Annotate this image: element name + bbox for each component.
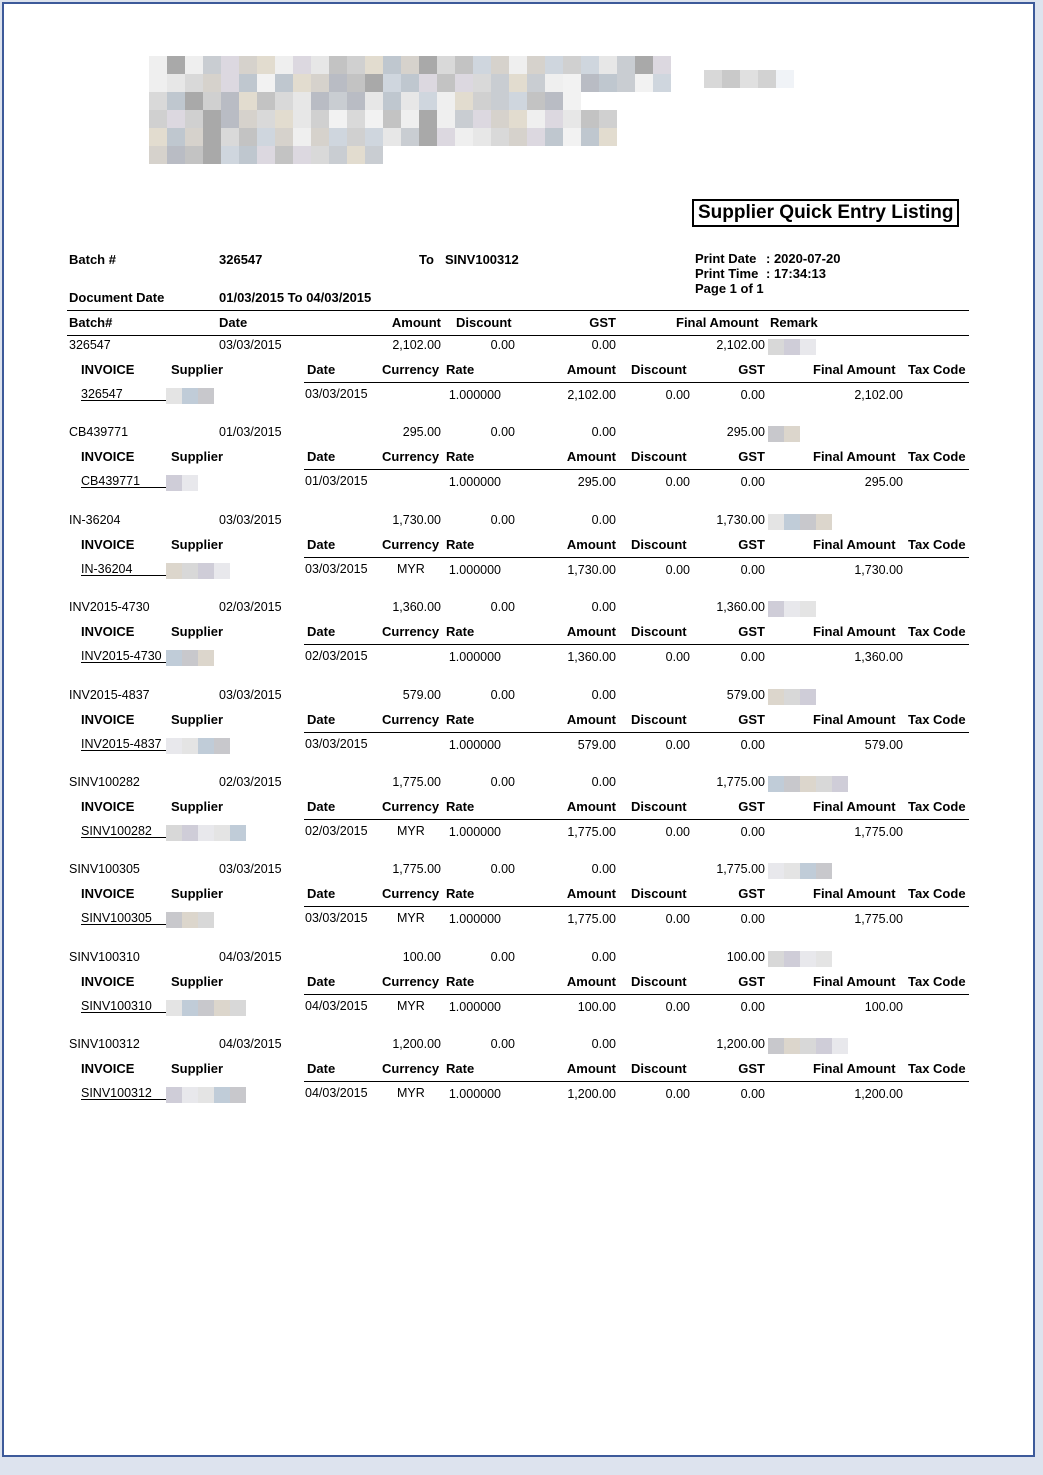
detail-col-date: Date [307, 536, 336, 552]
detail-col-rate: Rate [446, 973, 475, 989]
batch-row-date: 03/03/2015 [219, 862, 282, 877]
detail-gst: 0.00 [740, 912, 765, 927]
detail-col-tax-code: Tax Code [908, 886, 966, 902]
detail-col-currency: Currency [382, 886, 440, 902]
detail-gst: 0.00 [740, 737, 765, 752]
detail-col-date: Date [307, 711, 336, 727]
detail-final-amount: 100.00 [864, 999, 903, 1014]
document-date-value: 01/03/2015 To 04/03/2015 [219, 290, 372, 305]
detail-col-amount: Amount [566, 624, 616, 640]
detail-date: 02/03/2015 [305, 824, 368, 838]
supplier-redacted [166, 1087, 246, 1103]
detail-col-date: Date [307, 449, 336, 465]
batch-row-id: SINV100305 [69, 862, 140, 877]
detail-col-tax-code: Tax Code [908, 799, 966, 814]
detail-col-supplier: Supplier [171, 1061, 224, 1077]
batch-row-discount: 0.00 [490, 862, 515, 877]
detail-invoice: 326547 [81, 387, 123, 401]
detail-invoice: IN-36204 [81, 561, 133, 576]
batch-row-gst: 0.00 [591, 1037, 616, 1052]
detail-final-amount: 579.00 [864, 737, 903, 752]
supplier-redacted [166, 1000, 246, 1016]
detail-col-discount: Discount [631, 799, 687, 814]
remark-redacted [768, 426, 800, 442]
divider [67, 335, 969, 336]
batch-value: 326547 [219, 252, 263, 267]
batch-row-id: INV2015-4730 [69, 600, 150, 615]
supplier-redacted [166, 912, 214, 928]
detail-col-supplier: Supplier [171, 711, 224, 727]
detail-col-final-amount: Final Amount [813, 362, 896, 377]
detail-col-tax-code: Tax Code [908, 624, 966, 640]
detail-col-final-amount: Final Amount [813, 973, 896, 989]
batch-row-date: 03/03/2015 [219, 512, 282, 527]
detail-date: 03/03/2015 [305, 387, 368, 401]
detail-invoice: SINV100310 [81, 998, 152, 1013]
detail-col-amount: Amount [566, 799, 616, 814]
detail-amount: 2,102.00 [567, 388, 616, 402]
col-date: Date [219, 315, 248, 330]
detail-col-discount: Discount [631, 624, 687, 640]
detail-col-discount: Discount [631, 1061, 687, 1077]
detail-col-rate: Rate [446, 449, 475, 465]
detail-col-gst: GST [738, 973, 765, 989]
detail-invoice: SINV100305 [81, 911, 152, 926]
batch-row-amount: 1,775.00 [392, 862, 441, 877]
detail-col-final-amount: Final Amount [813, 624, 896, 640]
batch-row-discount: 0.00 [490, 949, 515, 964]
detail-col-amount: Amount [566, 973, 616, 989]
detail-invoice: SINV100312 [81, 1086, 152, 1101]
remark-redacted [768, 601, 816, 617]
batch-row-amount: 1,775.00 [392, 775, 441, 789]
supplier-redacted [166, 738, 230, 754]
detail-col-final-amount: Final Amount [813, 536, 896, 552]
detail-col-final-amount: Final Amount [813, 1061, 896, 1077]
detail-currency: MYR [397, 1086, 425, 1101]
detail-discount: 0.00 [665, 1087, 690, 1102]
detail-col-rate: Rate [446, 711, 475, 727]
supplier-redacted [166, 388, 214, 404]
detail-col-date: Date [307, 973, 336, 989]
detail-col-final-amount: Final Amount [813, 711, 896, 727]
batch-row-final-amount: 295.00 [726, 425, 765, 440]
detail-currency: MYR [397, 561, 425, 576]
detail-col-final-amount: Final Amount [813, 799, 896, 814]
detail-final-amount: 1,360.00 [854, 650, 903, 665]
supplier-redacted [166, 563, 230, 579]
batch-row-final-amount: 1,775.00 [716, 775, 765, 789]
detail-gst: 0.00 [740, 388, 765, 402]
print-time-value: : 17:34:13 [766, 266, 826, 281]
col-remark: Remark [770, 315, 818, 330]
page-number: Page 1 of 1 [695, 281, 764, 296]
batch-row-amount: 295.00 [402, 425, 441, 440]
detail-col-discount: Discount [631, 449, 687, 465]
detail-col-invoice: INVOICE [81, 624, 135, 640]
detail-date: 02/03/2015 [305, 649, 368, 664]
remark-redacted [768, 951, 832, 967]
detail-col-amount: Amount [566, 536, 616, 552]
detail-col-gst: GST [738, 711, 765, 727]
batch-row-final-amount: 579.00 [726, 687, 765, 702]
detail-invoice: CB439771 [81, 474, 141, 489]
remark-redacted [768, 1038, 848, 1054]
remark-redacted [768, 339, 816, 355]
batch-row-final-amount: 2,102.00 [716, 338, 765, 352]
detail-col-invoice: INVOICE [81, 886, 135, 902]
detail-col-invoice: INVOICE [81, 1061, 135, 1077]
detail-rate: 1.000000 [448, 562, 501, 577]
batch-row-gst: 0.00 [591, 512, 616, 527]
batch-row-discount: 0.00 [490, 512, 515, 527]
detail-amount: 1,200.00 [567, 1087, 616, 1102]
detail-date: 04/03/2015 [305, 998, 368, 1013]
detail-rate: 1.000000 [448, 999, 501, 1014]
batch-row-date: 01/03/2015 [219, 425, 282, 440]
detail-col-currency: Currency [382, 711, 440, 727]
batch-row-discount: 0.00 [490, 775, 515, 789]
batch-row-discount: 0.00 [490, 1037, 515, 1052]
detail-gst: 0.00 [740, 825, 765, 839]
supplier-redacted [166, 475, 198, 491]
detail-col-supplier: Supplier [171, 973, 224, 989]
detail-col-gst: GST [738, 449, 765, 465]
detail-final-amount: 2,102.00 [854, 388, 903, 402]
detail-date: 03/03/2015 [305, 911, 368, 926]
batch-row-discount: 0.00 [490, 425, 515, 440]
batch-row-discount: 0.00 [490, 338, 515, 352]
divider [304, 994, 969, 995]
divider [67, 310, 969, 311]
detail-col-supplier: Supplier [171, 799, 224, 814]
detail-col-currency: Currency [382, 624, 440, 640]
detail-col-gst: GST [738, 536, 765, 552]
batch-row-id: INV2015-4837 [69, 687, 150, 702]
detail-gst: 0.00 [740, 475, 765, 490]
detail-final-amount: 1,775.00 [854, 912, 903, 927]
batch-row-date: 03/03/2015 [219, 338, 282, 352]
detail-currency: MYR [397, 824, 425, 838]
detail-col-invoice: INVOICE [81, 362, 135, 377]
detail-final-amount: 1,730.00 [854, 562, 903, 577]
batch-row-amount: 100.00 [402, 949, 441, 964]
detail-col-amount: Amount [566, 886, 616, 902]
batch-row-gst: 0.00 [591, 338, 616, 352]
batch-row-gst: 0.00 [591, 949, 616, 964]
detail-col-amount: Amount [566, 449, 616, 465]
batch-row-id: CB439771 [69, 425, 129, 440]
report-page [2, 2, 1035, 1457]
detail-final-amount: 1,200.00 [854, 1087, 903, 1102]
detail-amount: 295.00 [577, 475, 616, 490]
detail-col-discount: Discount [631, 362, 687, 377]
detail-col-supplier: Supplier [171, 886, 224, 902]
document-date-label: Document Date [69, 290, 165, 305]
detail-col-rate: Rate [446, 362, 475, 377]
remark-redacted [768, 689, 816, 705]
detail-col-supplier: Supplier [171, 624, 224, 640]
detail-date: 03/03/2015 [305, 561, 368, 576]
batch-row-id: SINV100312 [69, 1037, 140, 1052]
detail-gst: 0.00 [740, 562, 765, 577]
supplier-redacted [166, 825, 246, 841]
detail-discount: 0.00 [665, 737, 690, 752]
to-value: SINV100312 [445, 252, 519, 267]
detail-col-tax-code: Tax Code [908, 973, 966, 989]
detail-col-amount: Amount [566, 711, 616, 727]
detail-invoice: INV2015-4730 [81, 649, 162, 664]
detail-discount: 0.00 [665, 475, 690, 490]
detail-col-currency: Currency [382, 536, 440, 552]
detail-rate: 1.000000 [448, 1087, 501, 1102]
detail-col-supplier: Supplier [171, 449, 224, 465]
detail-col-tax-code: Tax Code [908, 362, 966, 377]
detail-amount: 1,360.00 [567, 650, 616, 665]
batch-row-id: IN-36204 [69, 512, 121, 527]
detail-col-currency: Currency [382, 449, 440, 465]
detail-col-discount: Discount [631, 536, 687, 552]
batch-row-final-amount: 1,360.00 [716, 600, 765, 615]
detail-col-final-amount: Final Amount [813, 449, 896, 465]
detail-col-amount: Amount [566, 1061, 616, 1077]
detail-col-gst: GST [738, 362, 765, 377]
detail-date: 04/03/2015 [305, 1086, 368, 1101]
detail-discount: 0.00 [665, 999, 690, 1014]
remark-redacted [768, 514, 832, 530]
detail-col-final-amount: Final Amount [813, 886, 896, 902]
batch-row-date: 02/03/2015 [219, 600, 282, 615]
detail-amount: 100.00 [577, 999, 616, 1014]
company-header-redacted [149, 56, 671, 164]
detail-col-date: Date [307, 886, 336, 902]
divider [304, 557, 969, 558]
batch-row-date: 04/03/2015 [219, 1037, 282, 1052]
detail-invoice: SINV100282 [81, 824, 152, 838]
detail-discount: 0.00 [665, 562, 690, 577]
detail-discount: 0.00 [665, 912, 690, 927]
print-date-value: : 2020-07-20 [766, 251, 841, 266]
divider [304, 382, 969, 383]
detail-col-rate: Rate [446, 624, 475, 640]
detail-col-amount: Amount [566, 362, 616, 377]
detail-col-currency: Currency [382, 362, 440, 377]
detail-col-supplier: Supplier [171, 362, 224, 377]
batch-row-date: 03/03/2015 [219, 687, 282, 702]
col-discount: Discount [456, 315, 512, 330]
detail-col-discount: Discount [631, 711, 687, 727]
detail-col-rate: Rate [446, 886, 475, 902]
batch-row-gst: 0.00 [591, 862, 616, 877]
detail-col-date: Date [307, 624, 336, 640]
divider [304, 732, 969, 733]
batch-row-amount: 579.00 [402, 687, 441, 702]
detail-col-supplier: Supplier [171, 536, 224, 552]
batch-row-discount: 0.00 [490, 600, 515, 615]
batch-row-final-amount: 1,200.00 [716, 1037, 765, 1052]
detail-rate: 1.000000 [448, 825, 501, 839]
detail-col-tax-code: Tax Code [908, 1061, 966, 1077]
batch-row-date: 02/03/2015 [219, 775, 282, 789]
report-title: Supplier Quick Entry Listing [692, 199, 959, 227]
detail-currency: MYR [397, 911, 425, 926]
batch-row-final-amount: 1,775.00 [716, 862, 765, 877]
detail-col-invoice: INVOICE [81, 711, 135, 727]
divider [304, 1081, 969, 1082]
detail-amount: 1,775.00 [567, 912, 616, 927]
detail-amount: 1,730.00 [567, 562, 616, 577]
detail-col-rate: Rate [446, 799, 475, 814]
detail-col-date: Date [307, 1061, 336, 1077]
divider [304, 469, 969, 470]
detail-col-date: Date [307, 799, 336, 814]
print-time-label: Print Time [695, 266, 759, 281]
detail-date: 01/03/2015 [305, 474, 368, 489]
print-date-label: Print Date [695, 251, 757, 266]
detail-col-invoice: INVOICE [81, 973, 135, 989]
detail-amount: 579.00 [577, 737, 616, 752]
detail-col-currency: Currency [382, 799, 440, 814]
detail-rate: 1.000000 [448, 912, 501, 927]
detail-gst: 0.00 [740, 1087, 765, 1102]
detail-col-gst: GST [738, 886, 765, 902]
to-label: To [419, 252, 434, 267]
detail-col-date: Date [307, 362, 336, 377]
batch-row-id: 326547 [69, 338, 111, 352]
col-amount: Amount [391, 315, 441, 330]
batch-row-id: SINV100310 [69, 949, 140, 964]
detail-gst: 0.00 [740, 999, 765, 1014]
col-final-amount: Final Amount [676, 315, 759, 330]
detail-col-tax-code: Tax Code [908, 711, 966, 727]
batch-row-gst: 0.00 [591, 775, 616, 789]
detail-rate: 1.000000 [448, 737, 501, 752]
batch-row-id: SINV100282 [69, 775, 140, 789]
col-batch: Batch# [69, 315, 113, 330]
divider [304, 819, 969, 820]
batch-label: Batch # [69, 252, 116, 267]
divider [304, 906, 969, 907]
supplier-redacted [166, 650, 214, 666]
detail-final-amount: 1,775.00 [854, 825, 903, 839]
batch-row-gst: 0.00 [591, 600, 616, 615]
detail-col-gst: GST [738, 799, 765, 814]
detail-col-invoice: INVOICE [81, 799, 135, 814]
batch-row-amount: 1,730.00 [392, 512, 441, 527]
detail-col-currency: Currency [382, 973, 440, 989]
batch-row-date: 04/03/2015 [219, 949, 282, 964]
divider [304, 644, 969, 645]
detail-col-rate: Rate [446, 536, 475, 552]
redacted-block [704, 70, 794, 88]
batch-row-final-amount: 1,730.00 [716, 512, 765, 527]
detail-col-invoice: INVOICE [81, 536, 135, 552]
remark-redacted [768, 863, 832, 879]
batch-row-discount: 0.00 [490, 687, 515, 702]
detail-rate: 1.000000 [448, 650, 501, 665]
col-gst: GST [589, 315, 616, 330]
detail-col-gst: GST [738, 1061, 765, 1077]
detail-discount: 0.00 [665, 825, 690, 839]
batch-row-amount: 1,360.00 [392, 600, 441, 615]
detail-rate: 1.000000 [448, 475, 501, 490]
detail-date: 03/03/2015 [305, 736, 368, 751]
detail-col-discount: Discount [631, 886, 687, 902]
detail-gst: 0.00 [740, 650, 765, 665]
detail-rate: 1.000000 [448, 388, 501, 402]
detail-discount: 0.00 [665, 650, 690, 665]
detail-col-gst: GST [738, 624, 765, 640]
detail-final-amount: 295.00 [864, 475, 903, 490]
batch-row-amount: 1,200.00 [392, 1037, 441, 1052]
detail-col-tax-code: Tax Code [908, 449, 966, 465]
detail-amount: 1,775.00 [567, 825, 616, 839]
batch-row-final-amount: 100.00 [726, 949, 765, 964]
batch-row-gst: 0.00 [591, 687, 616, 702]
remark-redacted [768, 776, 848, 792]
detail-col-tax-code: Tax Code [908, 536, 966, 552]
detail-col-invoice: INVOICE [81, 449, 135, 465]
batch-row-gst: 0.00 [591, 425, 616, 440]
detail-invoice: INV2015-4837 [81, 736, 162, 751]
detail-discount: 0.00 [665, 388, 690, 402]
detail-col-rate: Rate [446, 1061, 475, 1077]
detail-col-currency: Currency [382, 1061, 440, 1077]
detail-currency: MYR [397, 998, 425, 1013]
batch-row-amount: 2,102.00 [392, 338, 441, 352]
detail-col-discount: Discount [631, 973, 687, 989]
